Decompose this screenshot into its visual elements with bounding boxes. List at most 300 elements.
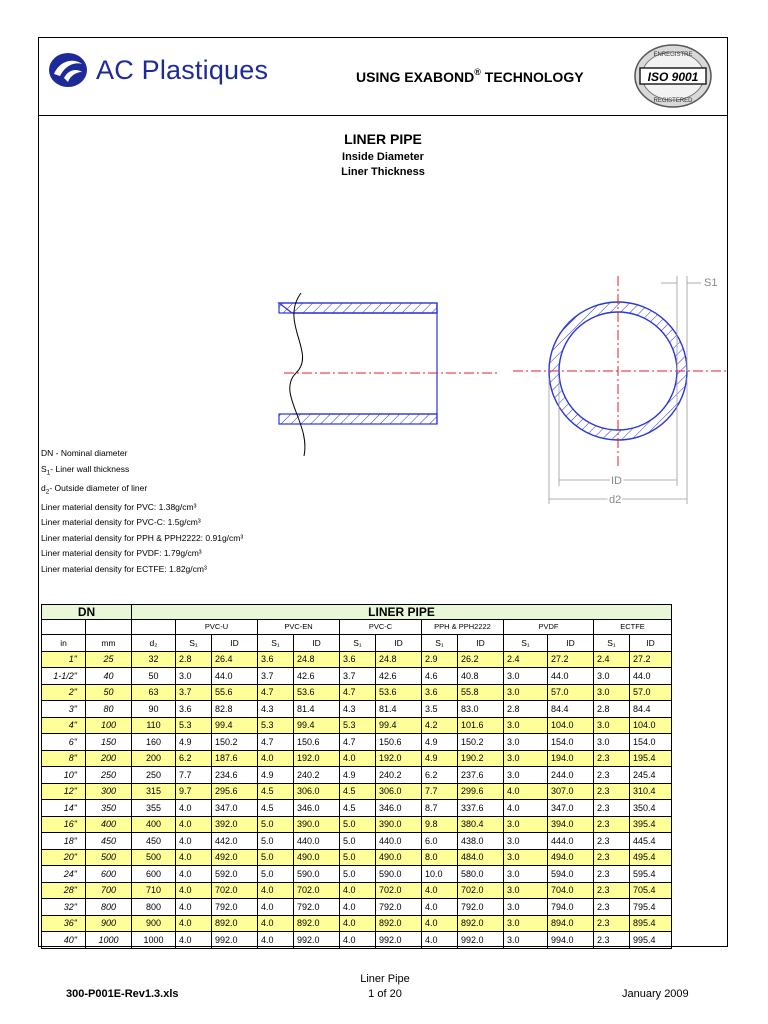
table-cell: 3.0 — [176, 668, 212, 685]
table-cell: 440.0 — [376, 833, 422, 850]
legend-line: Liner material density for PPH & PPH2222: 0.91g/cm³ — [41, 532, 244, 543]
table-cell: 5.0 — [258, 866, 294, 883]
dn-mm-cell: 80 — [86, 701, 132, 718]
table-cell: 3.0 — [504, 750, 548, 767]
table-cell: 3.6 — [340, 651, 376, 668]
table-cell: 4.6 — [422, 668, 458, 685]
table-cell: 154.0 — [630, 734, 672, 751]
table-cell: 394.0 — [548, 816, 594, 833]
table-cell: 32 — [132, 651, 176, 668]
table-cell: 63 — [132, 684, 176, 701]
technology-suffix: TECHNOLOGY — [480, 69, 584, 85]
table-cell: 992.0 — [294, 932, 340, 949]
table-cell: 894.0 — [548, 915, 594, 932]
table-row — [42, 750, 672, 767]
dn-mm-cell: 800 — [86, 899, 132, 916]
s1-dimension-label: S1 — [704, 277, 718, 289]
dn-inch-cell: 3" — [42, 701, 86, 718]
table-cell: 992.0 — [376, 932, 422, 949]
seal-iso-text: ISO 9001 — [647, 70, 699, 84]
d2-dimension-label: d2 — [609, 494, 622, 506]
table-cell: 4.0 — [340, 750, 376, 767]
table-cell: 5.0 — [258, 833, 294, 850]
table-cell: 4.3 — [258, 701, 294, 718]
table-row — [42, 833, 672, 850]
table-cell: 299.6 — [458, 783, 504, 800]
legend-line: $d_2-$ Outside diameter of liner — [41, 482, 148, 496]
legend-line: Liner material density for ECTFE: 1.82g/cm³ — [41, 563, 207, 574]
table-cell: 992.0 — [212, 932, 258, 949]
unit-header-cell: in — [42, 635, 86, 652]
dn-mm-cell: 25 — [86, 651, 132, 668]
table-cell: 390.0 — [376, 816, 422, 833]
table-cell: 240.2 — [294, 767, 340, 784]
seal-bottom-text: REGISTERED — [653, 98, 693, 104]
table-cell: 346.0 — [376, 800, 422, 817]
table-cell: 53.6 — [294, 684, 340, 701]
id-dimension-label: ID — [611, 475, 622, 487]
table-cell: 2.3 — [594, 767, 630, 784]
dn-mm-cell: 450 — [86, 833, 132, 850]
dn-mm-cell: 700 — [86, 882, 132, 899]
table-cell: 310.4 — [630, 783, 672, 800]
table-cell: 4.0 — [176, 932, 212, 949]
table-cell: 306.0 — [294, 783, 340, 800]
table-cell: 315 — [132, 783, 176, 800]
material-header: ECTFE — [594, 620, 672, 635]
table-cell: 2.3 — [594, 816, 630, 833]
table-cell: 4.7 — [340, 734, 376, 751]
table-cell: 4.9 — [422, 750, 458, 767]
table-cell: 53.6 — [376, 684, 422, 701]
table-cell: 26.4 — [212, 651, 258, 668]
material-header: PVC-U — [176, 620, 258, 635]
table-cell: 4.0 — [340, 899, 376, 916]
table-cell: 8.7 — [422, 800, 458, 817]
table-cell: 3.0 — [594, 684, 630, 701]
datasheet-frame — [38, 37, 728, 947]
table-row — [42, 849, 672, 866]
table-cell: 4.9 — [176, 734, 212, 751]
table-cell: 390.0 — [294, 816, 340, 833]
table-cell: 42.6 — [376, 668, 422, 685]
seal-top-text: ENREGISTRE — [653, 52, 693, 58]
table-cell: 792.0 — [212, 899, 258, 916]
dn-inch-cell: 8" — [42, 750, 86, 767]
page-title: LINER PIPE — [344, 131, 422, 147]
dn-inch-cell: 18" — [42, 833, 86, 850]
unit-header-cell: S₁ — [340, 635, 376, 652]
table-cell: 3.7 — [340, 668, 376, 685]
material-header: PPH & PPH2222 — [422, 620, 504, 635]
table-row — [42, 668, 672, 685]
dn-inch-cell: 40" — [42, 932, 86, 949]
table-cell: 3.0 — [504, 734, 548, 751]
liner-pipe-drawing — [239, 228, 718, 506]
table-cell: 2.3 — [594, 915, 630, 932]
legend-line: $S_1-$ Liner wall thickness — [41, 463, 130, 477]
ac-logo-icon — [48, 52, 88, 88]
table-cell: 5.0 — [340, 816, 376, 833]
table-cell: 494.0 — [548, 849, 594, 866]
table-cell: 3.0 — [504, 717, 548, 734]
table-cell: 6.0 — [422, 833, 458, 850]
table-cell: 27.2 — [548, 651, 594, 668]
table-cell: 4.7 — [258, 734, 294, 751]
table-cell: 704.0 — [548, 882, 594, 899]
table-cell: 3.0 — [504, 849, 548, 866]
table-cell: 705.4 — [630, 882, 672, 899]
table-cell: 792.0 — [458, 899, 504, 916]
table-cell: 4.0 — [340, 932, 376, 949]
table-cell: 154.0 — [548, 734, 594, 751]
page-subtitle-liner-thickness: Liner Thickness — [341, 166, 425, 178]
table-cell: 4.0 — [258, 882, 294, 899]
dn-inch-cell: 14" — [42, 800, 86, 817]
legend-line: Liner material density for PVDF: 1.79g/cm³ — [41, 548, 202, 559]
table-cell: 83.0 — [458, 701, 504, 718]
table-cell: 5.0 — [340, 849, 376, 866]
dn-mm-cell: 50 — [86, 684, 132, 701]
liner-pipe-table — [41, 604, 672, 949]
table-cell: 4.9 — [258, 767, 294, 784]
table-cell: 3.6 — [258, 651, 294, 668]
unit-header-cell: ID — [630, 635, 672, 652]
table-cell: 337.6 — [458, 800, 504, 817]
table-cell: 3.0 — [504, 684, 548, 701]
table-row — [42, 932, 672, 949]
table-cell: 4.0 — [340, 882, 376, 899]
table-cell: 7.7 — [176, 767, 212, 784]
table-cell: 3.0 — [504, 833, 548, 850]
table-cell: 4.0 — [422, 899, 458, 916]
table-cell: 900 — [132, 915, 176, 932]
table-cell: 710 — [132, 882, 176, 899]
table-cell: 24.8 — [294, 651, 340, 668]
dn-mm-cell: 250 — [86, 767, 132, 784]
table-cell: 190.2 — [458, 750, 504, 767]
table-cell: 84.4 — [548, 701, 594, 718]
page-subtitle-inside-diameter: Inside Diameter — [342, 151, 424, 163]
table-cell: 5.0 — [258, 816, 294, 833]
table-cell: 4.5 — [258, 800, 294, 817]
table-cell: 44.0 — [548, 668, 594, 685]
table-cell: 3.0 — [594, 717, 630, 734]
table-cell: 3.0 — [504, 899, 548, 916]
table-cell: 592.0 — [212, 866, 258, 883]
unit-header-cell: ID — [376, 635, 422, 652]
table-cell: 4.0 — [504, 783, 548, 800]
unit-header-cell: ID — [458, 635, 504, 652]
dn-mm-cell: 40 — [86, 668, 132, 685]
table-cell: 150.6 — [294, 734, 340, 751]
table-cell: 3.0 — [504, 932, 548, 949]
table-cell: 994.0 — [548, 932, 594, 949]
table-cell: 595.4 — [630, 866, 672, 883]
table-cell: 440.0 — [294, 833, 340, 850]
unit-header-cell: ID — [294, 635, 340, 652]
material-header: PVC-C — [340, 620, 422, 635]
table-cell: 500 — [132, 849, 176, 866]
table-row — [42, 816, 672, 833]
table-cell: 81.4 — [376, 701, 422, 718]
material-header: PVDF — [504, 620, 594, 635]
table-row — [42, 684, 672, 701]
dn-inch-cell: 24" — [42, 866, 86, 883]
table-cell: 442.0 — [212, 833, 258, 850]
table-cell: 4.0 — [258, 899, 294, 916]
dn-mm-cell: 400 — [86, 816, 132, 833]
dn-mm-cell: 350 — [86, 800, 132, 817]
dn-mm-cell: 900 — [86, 915, 132, 932]
technology-banner — [356, 67, 584, 85]
table-cell: 2.8 — [504, 701, 548, 718]
table-cell: 307.0 — [548, 783, 594, 800]
table-cell: 2.4 — [504, 651, 548, 668]
table-cell: 444.0 — [548, 833, 594, 850]
table-cell: 44.0 — [630, 668, 672, 685]
sheet-header — [39, 38, 727, 116]
table-cell: 3.0 — [504, 668, 548, 685]
table-cell: 150.2 — [212, 734, 258, 751]
table-cell: 4.7 — [340, 684, 376, 701]
footer-center — [300, 972, 470, 1002]
unit-header-cell: ID — [548, 635, 594, 652]
table-cell: 792.0 — [376, 899, 422, 916]
unit-header-cell: S₁ — [422, 635, 458, 652]
table-cell: 5.3 — [176, 717, 212, 734]
table-cell: 150.2 — [458, 734, 504, 751]
table-row — [42, 783, 672, 800]
liner-pipe-group-header: LINER PIPE — [132, 605, 672, 620]
table-cell: 2.3 — [594, 783, 630, 800]
table-cell: 192.0 — [376, 750, 422, 767]
table-cell: 4.0 — [422, 915, 458, 932]
table-group-header-row — [42, 605, 672, 620]
table-unit-header-row — [42, 635, 672, 652]
table-cell: 55.8 — [458, 684, 504, 701]
dn-mm-cell: 1000 — [86, 932, 132, 949]
dn-mm-cell: 600 — [86, 866, 132, 883]
table-cell: 5.0 — [340, 833, 376, 850]
table-cell: 101.6 — [458, 717, 504, 734]
table-cell: 892.0 — [294, 915, 340, 932]
table-cell: 240.2 — [376, 767, 422, 784]
table-cell: 2.8 — [594, 701, 630, 718]
table-cell: 702.0 — [458, 882, 504, 899]
table-cell: 400 — [132, 816, 176, 833]
table-cell: 395.4 — [630, 816, 672, 833]
table-cell: 347.0 — [548, 800, 594, 817]
dn-mm-cell: 300 — [86, 783, 132, 800]
table-cell: 995.4 — [630, 932, 672, 949]
table-cell: 250 — [132, 767, 176, 784]
table-cell: 4.0 — [176, 849, 212, 866]
table-cell: 5.0 — [340, 866, 376, 883]
table-cell: 702.0 — [212, 882, 258, 899]
legend-line: DN - Nominal diameter — [41, 448, 128, 458]
dn-mm-cell: 500 — [86, 849, 132, 866]
table-row — [42, 767, 672, 784]
table-cell: 27.2 — [630, 651, 672, 668]
legend-line: Liner material density for PVC: 1.38g/cm³ — [41, 501, 197, 512]
table-cell: 40.8 — [458, 668, 504, 685]
table-row — [42, 866, 672, 883]
table-cell: 99.4 — [376, 717, 422, 734]
table-cell: 450 — [132, 833, 176, 850]
table-row — [42, 882, 672, 899]
table-cell: 355 — [132, 800, 176, 817]
table-cell: 4.0 — [176, 833, 212, 850]
footer-sheet-name: Liner Pipe — [360, 973, 410, 985]
table-cell: 3.7 — [258, 668, 294, 685]
table-cell: 5.0 — [258, 849, 294, 866]
table-cell: 2.8 — [176, 651, 212, 668]
table-cell: 3.0 — [594, 734, 630, 751]
dn-inch-cell: 32" — [42, 899, 86, 916]
table-cell: 5.3 — [340, 717, 376, 734]
table-cell: 57.0 — [630, 684, 672, 701]
table-cell: 380.4 — [458, 816, 504, 833]
table-row — [42, 651, 672, 668]
table-cell: 6.2 — [422, 767, 458, 784]
dn-inch-cell: 6" — [42, 734, 86, 751]
table-cell: 4.0 — [176, 899, 212, 916]
table-cell: 4.0 — [258, 915, 294, 932]
table-cell: 1000 — [132, 932, 176, 949]
dn-inch-cell: 12" — [42, 783, 86, 800]
table-cell: 2.3 — [594, 750, 630, 767]
footer-page-number: 1 of 20 — [368, 988, 402, 1000]
table-cell: 2.3 — [594, 833, 630, 850]
table-cell: 3.0 — [594, 668, 630, 685]
table-cell: 346.0 — [294, 800, 340, 817]
table-cell: 295.6 — [212, 783, 258, 800]
table-cell: 4.0 — [504, 800, 548, 817]
table-cell: 200 — [132, 750, 176, 767]
table-cell: 3.0 — [504, 882, 548, 899]
table-row — [42, 734, 672, 751]
iso-9001-seal — [632, 42, 714, 110]
table-cell: 99.4 — [212, 717, 258, 734]
unit-header-cell: S₁ — [504, 635, 548, 652]
table-cell: 4.0 — [176, 816, 212, 833]
pipe-cross-section — [513, 276, 727, 506]
table-cell: 4.0 — [340, 915, 376, 932]
table-cell: 4.9 — [422, 734, 458, 751]
table-row — [42, 717, 672, 734]
table-cell: 800 — [132, 899, 176, 916]
table-cell: 795.4 — [630, 899, 672, 916]
dn-inch-cell: 1-1/2" — [42, 668, 86, 685]
table-cell: 2.9 — [422, 651, 458, 668]
table-cell: 3.0 — [504, 767, 548, 784]
pipe-side-section — [279, 293, 497, 456]
table-cell: 600 — [132, 866, 176, 883]
table-cell: 580.0 — [458, 866, 504, 883]
table-cell: 895.4 — [630, 915, 672, 932]
table-cell: 306.0 — [376, 783, 422, 800]
table-cell: 590.0 — [376, 866, 422, 883]
dn-inch-cell: 1" — [42, 651, 86, 668]
table-cell: 490.0 — [376, 849, 422, 866]
table-cell: 150.6 — [376, 734, 422, 751]
dn-inch-cell: 28" — [42, 882, 86, 899]
table-cell: 24.8 — [376, 651, 422, 668]
table-cell: 2.3 — [594, 932, 630, 949]
technology-prefix: USING EXABOND — [356, 69, 475, 85]
table-cell: 4.0 — [176, 915, 212, 932]
unit-header-cell: d₂ — [132, 635, 176, 652]
dn-inch-cell: 2" — [42, 684, 86, 701]
table-cell: 55.6 — [212, 684, 258, 701]
table-cell: 4.9 — [340, 767, 376, 784]
table-cell: 194.0 — [548, 750, 594, 767]
table-cell: 2.4 — [594, 651, 630, 668]
table-cell: 57.0 — [548, 684, 594, 701]
table-cell: 3.5 — [422, 701, 458, 718]
table-cell: 160 — [132, 734, 176, 751]
table-cell: 445.4 — [630, 833, 672, 850]
table-cell: 490.0 — [294, 849, 340, 866]
table-cell: 187.6 — [212, 750, 258, 767]
table-cell: 237.6 — [458, 767, 504, 784]
table-cell: 892.0 — [376, 915, 422, 932]
dn-inch-cell: 20" — [42, 849, 86, 866]
table-cell: 594.0 — [548, 866, 594, 883]
table-cell: 484.0 — [458, 849, 504, 866]
table-cell: 90 — [132, 701, 176, 718]
table-cell: 7.7 — [422, 783, 458, 800]
table-cell: 4.5 — [258, 783, 294, 800]
table-cell: 3.6 — [422, 684, 458, 701]
footer-file-name: 300-P001E-Rev1.3.xls — [66, 988, 179, 1000]
table-cell: 892.0 — [212, 915, 258, 932]
table-cell: 4.0 — [176, 882, 212, 899]
table-cell: 81.4 — [294, 701, 340, 718]
table-cell: 192.0 — [294, 750, 340, 767]
dn-mm-cell: 200 — [86, 750, 132, 767]
table-cell: 2.3 — [594, 800, 630, 817]
table-cell: 2.3 — [594, 882, 630, 899]
table-cell: 8.0 — [422, 849, 458, 866]
unit-header-cell: ID — [212, 635, 258, 652]
table-cell: 6.2 — [176, 750, 212, 767]
table-cell: 702.0 — [294, 882, 340, 899]
table-cell: 244.0 — [548, 767, 594, 784]
table-cell: 495.4 — [630, 849, 672, 866]
table-row — [42, 899, 672, 916]
material-header: PVC-EN — [258, 620, 340, 635]
table-cell: 992.0 — [458, 932, 504, 949]
table-cell: 4.2 — [422, 717, 458, 734]
table-cell: 9.7 — [176, 783, 212, 800]
table-cell: 3.7 — [176, 684, 212, 701]
table-cell: 892.0 — [458, 915, 504, 932]
table-cell: 195.4 — [630, 750, 672, 767]
table-cell: 104.0 — [630, 717, 672, 734]
table-cell: 350.4 — [630, 800, 672, 817]
unit-header-cell: S₁ — [258, 635, 294, 652]
unit-header-cell: S₁ — [594, 635, 630, 652]
table-row — [42, 701, 672, 718]
table-cell: 4.0 — [422, 882, 458, 899]
table-cell: 4.0 — [258, 932, 294, 949]
table-cell: 9.8 — [422, 816, 458, 833]
table-cell: 792.0 — [294, 899, 340, 916]
legend-line: Liner material density for PVC-C: 1.5g/cm³ — [41, 517, 201, 528]
legend-notes — [41, 446, 243, 577]
